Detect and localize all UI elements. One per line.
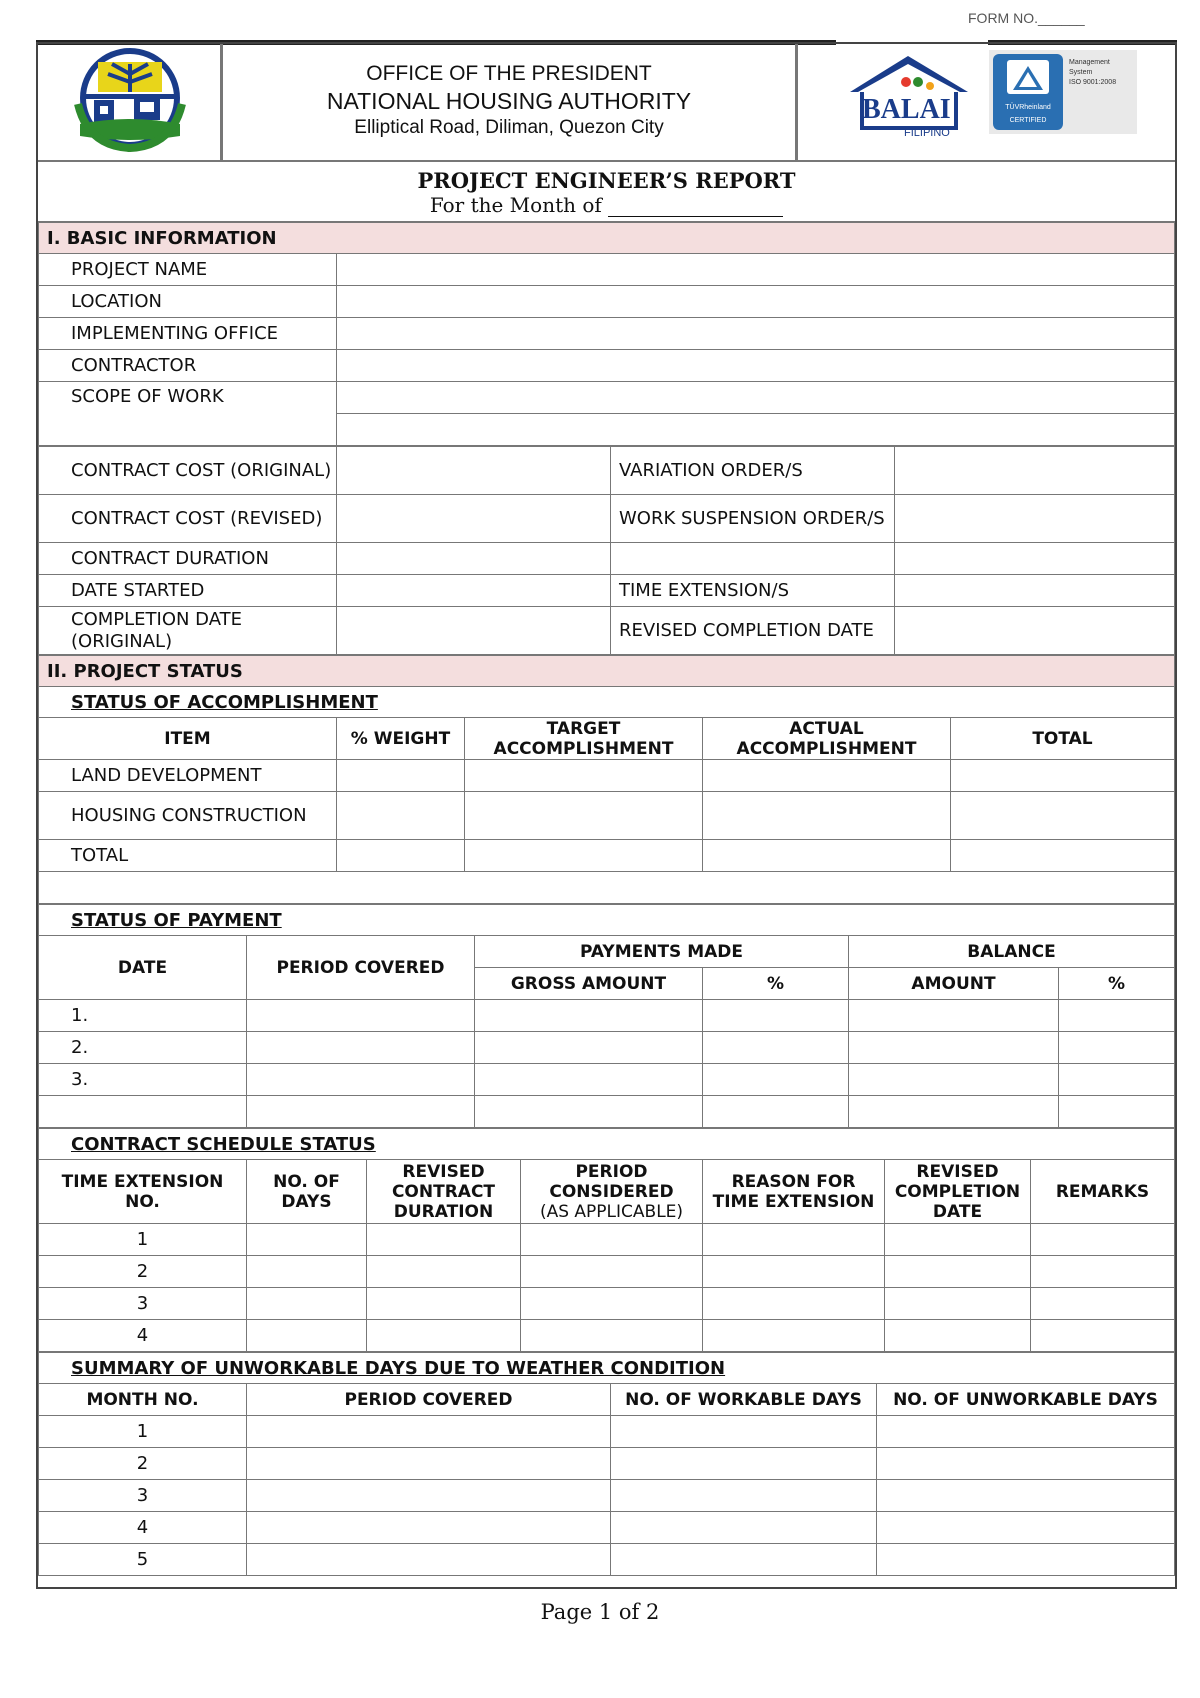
- row-number: [39, 1096, 247, 1128]
- table-cell[interactable]: [367, 1224, 521, 1256]
- variation-order-field[interactable]: [895, 447, 1175, 495]
- row-label: LAND DEVELOPMENT: [39, 760, 337, 792]
- tuv-brand: TÜVRheinland: [1005, 104, 1051, 111]
- table-cell[interactable]: [475, 1032, 703, 1064]
- table-row: [39, 447, 1175, 495]
- scope-of-work-field-1[interactable]: [337, 382, 1175, 414]
- row-number: 4: [39, 1320, 247, 1352]
- field-label: COMPLETION DATE (ORIGINAL): [39, 607, 337, 655]
- table-cell[interactable]: [367, 1256, 521, 1288]
- table-cell[interactable]: [247, 1544, 611, 1576]
- table-cell[interactable]: [247, 1480, 611, 1512]
- table-cell[interactable]: [247, 1448, 611, 1480]
- subsection-title-row: [39, 687, 1175, 718]
- report-month-label: For the Month of: [429, 193, 602, 217]
- contract-info-table: [38, 446, 1175, 655]
- table-row: [39, 1320, 1175, 1352]
- table-cell[interactable]: [885, 1288, 1031, 1320]
- column-header: REMARKS: [1031, 1160, 1175, 1224]
- table-cell[interactable]: [951, 792, 1175, 840]
- table-cell[interactable]: [703, 760, 951, 792]
- table-cell[interactable]: [337, 840, 465, 872]
- table-row: [39, 1000, 1175, 1032]
- table-cell[interactable]: [1031, 1224, 1175, 1256]
- table-cell[interactable]: [367, 1288, 521, 1320]
- field-label: DATE STARTED: [39, 575, 337, 607]
- table-row: [39, 382, 1175, 414]
- field-label: LOCATION: [39, 286, 337, 318]
- column-header-text: PERIOD CONSIDERED: [549, 1161, 674, 1202]
- tuv-badge: [993, 54, 1063, 130]
- table-cell[interactable]: [877, 1448, 1175, 1480]
- project-name-field[interactable]: [337, 254, 1175, 286]
- table-cell[interactable]: [703, 1256, 885, 1288]
- tuv-triangle-icon: [993, 54, 1063, 104]
- table-row: [39, 575, 1175, 607]
- table-row: [39, 1544, 1175, 1576]
- row-number: 2: [39, 1448, 247, 1480]
- column-header: TOTAL: [951, 718, 1175, 760]
- subsection-title: STATUS OF ACCOMPLISHMENT: [39, 687, 1175, 718]
- table-cell[interactable]: [611, 1448, 877, 1480]
- table-cell[interactable]: [475, 1096, 703, 1128]
- table-cell[interactable]: [885, 1256, 1031, 1288]
- contractor-field[interactable]: [337, 350, 1175, 382]
- column-header: MONTH NO.: [39, 1384, 247, 1416]
- table-row: [39, 792, 1175, 840]
- table-row: [39, 1416, 1175, 1448]
- table-row: [39, 840, 1175, 872]
- column-header: REVISED COMPLETION DATE: [885, 1160, 1031, 1224]
- payment-table: [38, 904, 1175, 1128]
- contract-cost-original-field[interactable]: [337, 447, 611, 495]
- column-header: BALANCE: [849, 936, 1175, 968]
- table-row: [39, 1064, 1175, 1096]
- field-label: VARIATION ORDER/S: [611, 447, 895, 495]
- row-number: 1: [39, 1416, 247, 1448]
- table-cell[interactable]: [247, 1512, 611, 1544]
- form-number: FORM NO.______: [968, 10, 1085, 26]
- table-cell[interactable]: [877, 1480, 1175, 1512]
- table-row: [39, 1224, 1175, 1256]
- table-cell[interactable]: [703, 1320, 885, 1352]
- table-cell[interactable]: [1059, 1064, 1175, 1096]
- field-label: WORK SUSPENSION ORDER/S: [611, 495, 895, 543]
- column-header: DATE: [39, 936, 247, 1000]
- table-cell[interactable]: [885, 1320, 1031, 1352]
- table-cell[interactable]: [475, 1064, 703, 1096]
- logo-cell-right: [798, 44, 1175, 160]
- subsection-title-row: [39, 1129, 1175, 1160]
- field-label: SCOPE OF WORK: [39, 382, 337, 446]
- table-cell[interactable]: [611, 1480, 877, 1512]
- field-label: [611, 543, 895, 575]
- table-cell[interactable]: [247, 1256, 367, 1288]
- field-label: PROJECT NAME: [39, 254, 337, 286]
- row-number: 1.: [39, 1000, 247, 1032]
- balai-filipino-logo: [844, 52, 974, 142]
- table-cell[interactable]: [1059, 1000, 1175, 1032]
- table-cell[interactable]: [703, 1032, 849, 1064]
- subsection-title: SUMMARY OF UNWORKABLE DAYS DUE TO WEATHER CONDITION: [39, 1353, 1175, 1384]
- table-cell[interactable]: [521, 1320, 703, 1352]
- table-cell[interactable]: [849, 1064, 1059, 1096]
- table-header-row: [39, 1384, 1175, 1416]
- row-number: 3: [39, 1480, 247, 1512]
- row-number: 3.: [39, 1064, 247, 1096]
- table-cell[interactable]: [703, 1224, 885, 1256]
- report-title: PROJECT ENGINEER’S REPORT: [417, 168, 796, 193]
- subsection-title: STATUS OF PAYMENT: [39, 905, 1175, 936]
- balai-wordmark: BALAI: [862, 94, 951, 125]
- table-row: [39, 1448, 1175, 1480]
- column-header: GROSS AMOUNT: [475, 968, 703, 1000]
- report-month-line: [38, 193, 1175, 217]
- section-header-basic-info: [39, 223, 1175, 254]
- table-cell[interactable]: [885, 1224, 1031, 1256]
- field-label: REVISED COMPLETION DATE: [611, 607, 895, 655]
- table-cell[interactable]: [521, 1288, 703, 1320]
- table-cell[interactable]: [521, 1224, 703, 1256]
- column-header: REVISED CONTRACT DURATION: [367, 1160, 521, 1224]
- column-header: ITEM: [39, 718, 337, 760]
- column-header: PAYMENTS MADE: [475, 936, 849, 968]
- location-field[interactable]: [337, 286, 1175, 318]
- subsection-title: CONTRACT SCHEDULE STATUS: [39, 1129, 1175, 1160]
- nha-logo-icon: [38, 44, 220, 160]
- cert-line-2: System: [1069, 69, 1093, 76]
- page-number: Page 1 of 2: [540, 1600, 660, 1624]
- table-cell[interactable]: [703, 840, 951, 872]
- table-cell[interactable]: [1031, 1288, 1175, 1320]
- agency-name: NATIONAL HOUSING AUTHORITY: [326, 88, 692, 114]
- table-cell[interactable]: [877, 1512, 1175, 1544]
- report-title-block: [38, 162, 1175, 222]
- table-row: [39, 543, 1175, 575]
- column-header: AMOUNT: [849, 968, 1059, 1000]
- table-cell[interactable]: [247, 1032, 475, 1064]
- table-row: [39, 1096, 1175, 1128]
- row-number: 1: [39, 1224, 247, 1256]
- table-cell[interactable]: [247, 1288, 367, 1320]
- row-number: 2: [39, 1256, 247, 1288]
- agency-title-block: [223, 44, 798, 160]
- section-header-project-status: [39, 656, 1175, 687]
- field-label: CONTRACT DURATION: [39, 543, 337, 575]
- table-cell[interactable]: [611, 1416, 877, 1448]
- column-header-period: [521, 1160, 703, 1224]
- table-cell[interactable]: [877, 1544, 1175, 1576]
- table-cell[interactable]: [703, 1064, 849, 1096]
- table-row: [39, 760, 1175, 792]
- table-cell[interactable]: [703, 792, 951, 840]
- table-row: [39, 1256, 1175, 1288]
- table-cell[interactable]: [247, 1000, 475, 1032]
- field-label: IMPLEMENTING OFFICE: [39, 318, 337, 350]
- row-label: TOTAL: [39, 840, 337, 872]
- column-header: %: [703, 968, 849, 1000]
- column-header: TIME EXTENSION NO.: [39, 1160, 247, 1224]
- table-cell[interactable]: [703, 1000, 849, 1032]
- cert-side-text: [1069, 58, 1116, 88]
- iso-cert-badge: [989, 50, 1137, 134]
- table-row: [39, 607, 1175, 655]
- table-cell[interactable]: [849, 1096, 1059, 1128]
- table-header-row: [39, 718, 1175, 760]
- table-cell[interactable]: [465, 792, 703, 840]
- table-cell[interactable]: [1031, 1256, 1175, 1288]
- table-cell[interactable]: [849, 1000, 1059, 1032]
- basic-info-table: [38, 222, 1175, 446]
- section-title: II. PROJECT STATUS: [39, 656, 1175, 687]
- table-cell[interactable]: [247, 1224, 367, 1256]
- table-row: [39, 318, 1175, 350]
- form-frame: [36, 42, 1177, 1589]
- table-cell[interactable]: [337, 792, 465, 840]
- table-row: [39, 286, 1175, 318]
- table-cell[interactable]: [1059, 1096, 1175, 1128]
- table-cell[interactable]: [247, 1064, 475, 1096]
- field-label: CONTRACT COST (ORIGINAL): [39, 447, 337, 495]
- scope-of-work-field-2[interactable]: [337, 414, 1175, 446]
- table-row: [39, 1512, 1175, 1544]
- weather-table: [38, 1352, 1175, 1576]
- table-cell[interactable]: [877, 1416, 1175, 1448]
- column-header: %: [1059, 968, 1175, 1000]
- nha-logo-cell: [38, 44, 223, 160]
- field-label: CONTRACTOR: [39, 350, 337, 382]
- table-cell[interactable]: [951, 760, 1175, 792]
- schedule-table: [38, 1128, 1175, 1352]
- completion-date-original-field[interactable]: [337, 607, 611, 655]
- table-row: [39, 1032, 1175, 1064]
- spacer-cell: [39, 872, 1175, 904]
- balai-subtext: FILIPINO: [904, 127, 950, 139]
- column-header: PERIOD COVERED: [247, 936, 475, 1000]
- table-cell[interactable]: [1031, 1320, 1175, 1352]
- tuv-certified-label: CERTIFIED: [1009, 117, 1047, 124]
- subsection-title-row: [39, 1353, 1175, 1384]
- column-header: PERIOD COVERED: [247, 1384, 611, 1416]
- table-cell[interactable]: [1059, 1032, 1175, 1064]
- report-month-field[interactable]: [608, 198, 783, 217]
- table-cell[interactable]: [521, 1256, 703, 1288]
- table-cell[interactable]: [703, 1096, 849, 1128]
- row-number: 3: [39, 1288, 247, 1320]
- table-row: [39, 254, 1175, 286]
- table-cell[interactable]: [465, 760, 703, 792]
- table-cell[interactable]: [951, 840, 1175, 872]
- table-row: [39, 495, 1175, 543]
- table-row: [39, 1288, 1175, 1320]
- table-row: [39, 1480, 1175, 1512]
- contract-cost-revised-field[interactable]: [337, 495, 611, 543]
- column-header: NO. OF UNWORKABLE DAYS: [877, 1384, 1175, 1416]
- section-title: I. BASIC INFORMATION: [39, 223, 1175, 254]
- row-number: 2.: [39, 1032, 247, 1064]
- work-suspension-field[interactable]: [895, 495, 1175, 543]
- blank-field[interactable]: [895, 543, 1175, 575]
- table-cell[interactable]: [465, 840, 703, 872]
- row-label: HOUSING CONSTRUCTION: [39, 792, 337, 840]
- implementing-office-field[interactable]: [337, 318, 1175, 350]
- time-extension-field[interactable]: [895, 575, 1175, 607]
- form-header: [38, 44, 1175, 162]
- row-number: 4: [39, 1512, 247, 1544]
- field-label: TIME EXTENSION/S: [611, 575, 895, 607]
- accomplishment-table: [38, 655, 1175, 904]
- table-cell[interactable]: [247, 1320, 367, 1352]
- date-started-field[interactable]: [337, 575, 611, 607]
- table-header-row: [39, 936, 1175, 968]
- table-cell[interactable]: [849, 1032, 1059, 1064]
- table-cell[interactable]: [247, 1416, 611, 1448]
- table-cell[interactable]: [611, 1512, 877, 1544]
- column-header: REASON FOR TIME EXTENSION: [703, 1160, 885, 1224]
- row-number: 5: [39, 1544, 247, 1576]
- column-header: ACTUAL ACCOMPLISHMENT: [703, 718, 951, 760]
- subsection-title-row: [39, 905, 1175, 936]
- table-cell[interactable]: [703, 1288, 885, 1320]
- column-header: NO. OF DAYS: [247, 1160, 367, 1224]
- cert-line-1: Management: [1069, 59, 1110, 66]
- column-header: NO. OF WORKABLE DAYS: [611, 1384, 877, 1416]
- contract-duration-field[interactable]: [337, 543, 611, 575]
- table-cell[interactable]: [247, 1096, 475, 1128]
- column-header: % WEIGHT: [337, 718, 465, 760]
- table-row: [39, 350, 1175, 382]
- table-header-row: [39, 1160, 1175, 1224]
- column-header: TARGET ACCOMPLISHMENT: [465, 718, 703, 760]
- cert-line-3: ISO 9001:2008: [1069, 79, 1117, 86]
- spacer-row: [39, 872, 1175, 904]
- column-header-note: (AS APPLICABLE): [539, 1201, 684, 1222]
- table-cell[interactable]: [337, 760, 465, 792]
- office-of-president: OFFICE OF THE PRESIDENT: [366, 62, 652, 85]
- table-cell[interactable]: [475, 1000, 703, 1032]
- revised-completion-field[interactable]: [895, 607, 1175, 655]
- table-cell[interactable]: [367, 1320, 521, 1352]
- table-cell[interactable]: [611, 1544, 877, 1576]
- field-label: CONTRACT COST (REVISED): [39, 495, 337, 543]
- agency-address: Elliptical Road, Diliman, Quezon City: [354, 117, 664, 138]
